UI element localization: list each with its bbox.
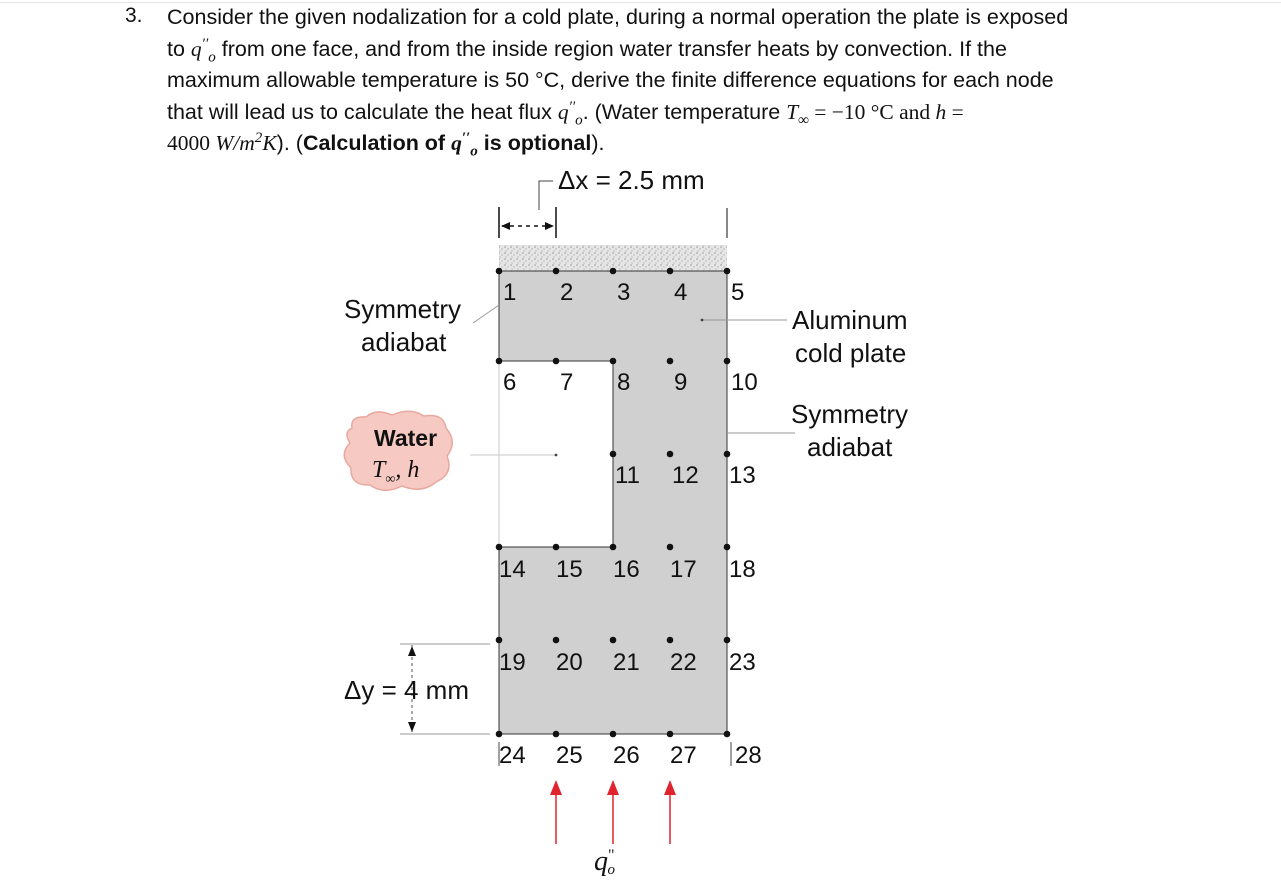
node-1-dot [496,268,503,275]
node-23-dot [724,637,731,644]
node-13-label: 13 [729,462,756,489]
node-19-label: 19 [499,649,526,676]
node-7-dot [553,358,560,365]
node-23-label: 23 [729,649,756,676]
node-18-label: 18 [729,556,756,583]
q-line5-end: ). [591,131,605,155]
node-14-dot [496,544,503,551]
node-16-dot [610,544,617,551]
node-18-dot [724,544,731,551]
right-symmetry-line1: Symmetry [791,399,908,429]
q-line4-mid: . (Water temperature [582,99,787,124]
q-line4-end: = [946,99,964,124]
q-line2-pre: to [167,36,191,61]
node-15-label: 15 [556,556,583,583]
dx-arrow-left [501,222,510,230]
right-symmetry-line2: adiabat [807,432,893,462]
water-label: Water [374,425,438,451]
q-line4-eq: = −10 °C and [808,99,936,124]
node-27-label: 27 [670,742,697,769]
question-line-3: maximum allowable temperature is 50 °C, derive the finite difference equations for each node [167,68,1054,92]
node-11-dot [610,451,617,458]
dy-arrow-top [408,646,416,656]
node-12-label: 12 [672,462,699,489]
heat-flux-symbol: $q''_o$ [557,98,583,128]
surface-coating [499,245,727,271]
node-5-dot [724,268,731,275]
node-27-dot [667,731,674,738]
dx-label: Δx = 2.5 mm [558,165,705,195]
node-12-dot [667,451,674,458]
node-9-dot [667,358,674,365]
node-6-dot [496,358,503,365]
node-15-dot [553,544,560,551]
plate-label-line2: cold plate [795,338,907,368]
node-9-label: 9 [674,369,688,396]
h-unit: $W/m^2K$ [215,129,277,155]
node-10-label: 10 [731,369,758,396]
plate-label-line1: Aluminum [792,305,908,335]
node-22-dot [667,637,674,644]
question-number: 3. [125,4,143,27]
node-24-dot [496,731,503,738]
node-8-label: 8 [617,369,631,396]
water-leader-dot [555,454,558,457]
node-2-label: 2 [560,279,574,306]
heat-flux-symbol: $q''_o$ [451,129,478,160]
flux-arrow-2-head [607,780,619,795]
heat-flux-arrows [550,780,676,844]
flux-arrow-1-head [550,780,562,795]
node-20-label: 20 [556,649,583,676]
q-line5-close: ). ( [276,131,303,155]
node-26-label: 26 [613,742,640,769]
node-13-dot [724,451,731,458]
node-17-dot [667,544,674,551]
node-21-dot [610,637,617,644]
optional-note: Calculation of $q''_o$ is optional [302,129,592,160]
node-1-label: 1 [503,279,517,306]
node-16-label: 16 [613,556,640,583]
node-21-label: 21 [613,649,640,676]
node-28-label: 28 [735,742,762,769]
water-temperature-symbol: $T_\infty$ [786,99,809,128]
question-line-1: Consider the given nodalization for a cold plate, during a normal operation the plate is exposed [167,5,1069,29]
node-3-dot [610,268,617,275]
dy-label: Δy = 4 mm [344,675,469,705]
node-24-label: 24 [499,742,526,769]
node-14-label: 14 [499,556,526,583]
heat-flux-symbol: $q''_o$ [190,35,216,65]
dx-leader [539,181,553,210]
node-10-dot [724,358,731,365]
node-17-label: 17 [670,556,697,583]
node-22-label: 22 [670,649,697,676]
node-4-dot [667,268,674,275]
water-conditions: $T_\infty$, h [372,457,420,487]
dy-arrow-bottom [408,722,416,732]
h-value: 4000 [167,131,216,155]
node-8-dot [610,358,617,365]
node-20-dot [553,637,560,644]
node-2-dot [553,268,560,275]
left-symmetry-line1: Symmetry [344,294,461,324]
flux-arrow-3-head [664,780,676,795]
q-line4-pre: that will lead us to calculate the heat flux [167,99,558,124]
q-line2-post: from one face, and from the inside region water transfer heats by convection. If the [215,36,1007,61]
left-symmetry-line2: adiabat [361,327,447,357]
dx-arrow-right [545,222,554,230]
node-25-dot [553,731,560,738]
node-25-label: 25 [556,742,583,769]
node-6-label: 6 [503,369,517,396]
node-19-dot [496,637,503,644]
node-3-label: 3 [617,279,631,306]
plate-leader-dot [701,319,704,322]
node-28-dot [724,731,731,738]
heat-flux-label: q" o [594,846,616,878]
node-5-label: 5 [731,279,745,306]
node-4-label: 4 [674,279,688,306]
h-symbol: h [935,99,947,124]
node-7-label: 7 [560,369,574,396]
node-26-dot [610,731,617,738]
left-symmetry-leader [473,305,499,323]
node-11-label: 11 [615,462,640,489]
